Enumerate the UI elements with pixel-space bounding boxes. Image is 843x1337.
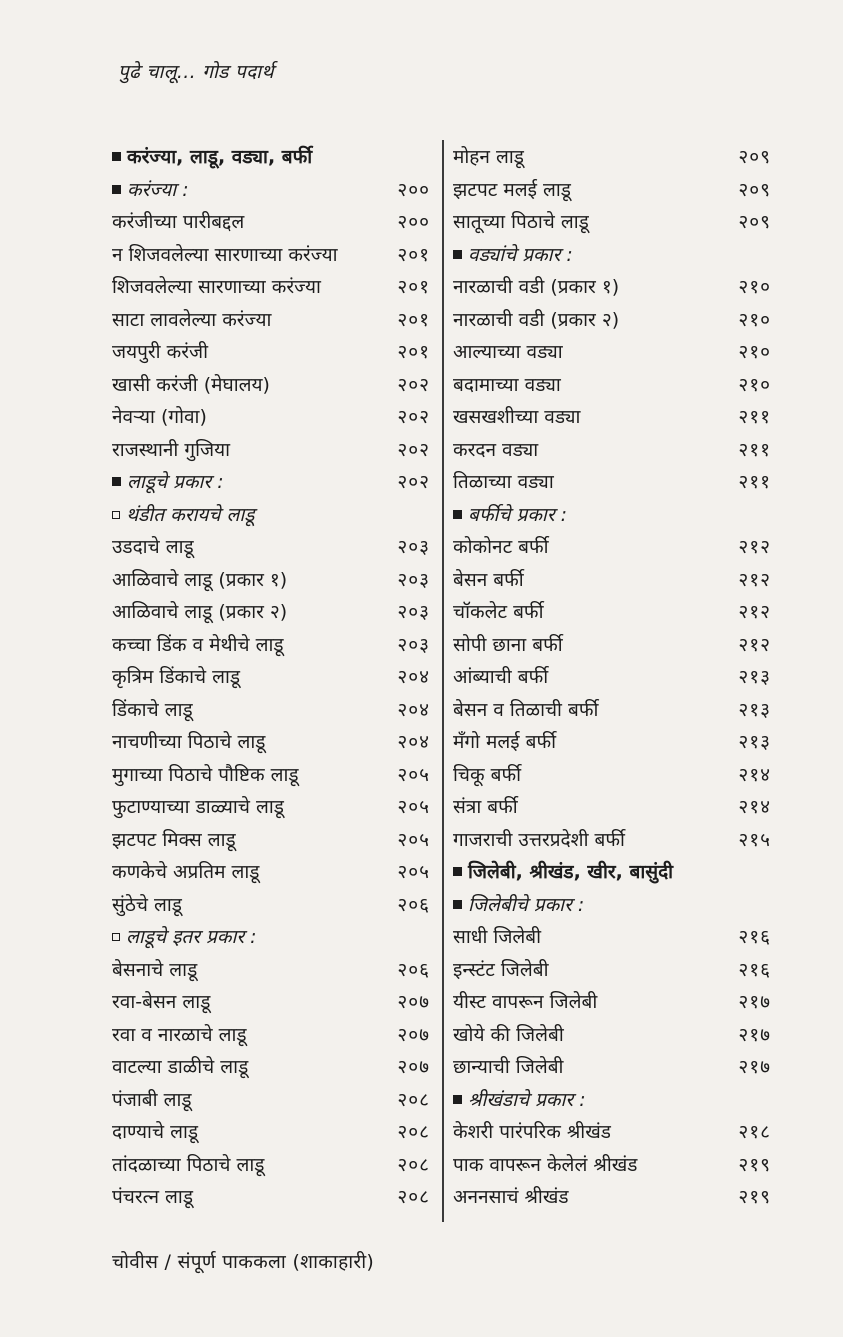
toc-entry-title: [453, 304, 619, 337]
toc-page-number: २०२: [397, 438, 430, 461]
toc-entry: [112, 824, 430, 857]
toc-entry-title: [112, 921, 257, 954]
toc-entry: [453, 304, 771, 337]
toc-page-number: २०२: [397, 373, 430, 396]
toc-entry-text: नेवऱ्या (गोवा): [112, 406, 207, 428]
toc-entry: [112, 206, 430, 239]
toc-entry-text: छान्याची जिलेबी: [453, 1056, 564, 1078]
toc-left-column: [112, 141, 430, 1214]
toc-entry: [112, 369, 430, 402]
toc-entry-text: पंचरत्न लाडू: [112, 1186, 194, 1208]
toc-entry-text: आल्याच्या वड्या: [453, 341, 563, 363]
toc-entry-title: [112, 466, 224, 499]
toc-entry-text: सुंठेचे लाडू: [112, 893, 182, 916]
toc-entry-title: [112, 856, 259, 889]
toc-entry: [453, 726, 771, 759]
filled-square-bullet-icon: [453, 250, 462, 259]
toc-entry: [453, 174, 771, 207]
toc-entry-title: [453, 336, 563, 369]
toc-entry-text: कृत्रिम डिंकाचे लाडू: [112, 666, 241, 688]
toc-entry: [453, 1116, 771, 1149]
toc-entry-text: झटपट मिक्स लाडू: [112, 828, 236, 851]
toc-page-number: २०५: [397, 796, 430, 818]
toc-entry: [112, 661, 430, 694]
toc-page-number: २१९: [738, 1153, 771, 1176]
toc-entry: [112, 336, 430, 369]
toc-page-number: २०१: [397, 243, 430, 266]
toc-entry-title: [112, 401, 207, 434]
toc-entry: [453, 434, 771, 467]
toc-entry-title: [112, 271, 321, 304]
toc-entry-text: मुगाच्या पिठाचे पौष्टिक लाडू: [112, 763, 299, 786]
subsection-heading: [112, 174, 430, 207]
toc-entry-text: बेसनाचे लाडू: [112, 958, 198, 981]
toc-page-number: २०९: [738, 178, 771, 201]
toc-entry: [453, 141, 771, 174]
toc-page-number: २०६: [397, 893, 430, 916]
toc-entry-text: झटपट मलई लाडू: [453, 178, 571, 201]
toc-entry: [453, 954, 771, 987]
filled-square-bullet-icon: [112, 152, 121, 161]
toc-page-number: २०८: [397, 1121, 430, 1143]
toc-entry-title: [453, 1149, 637, 1182]
toc-entry-text: शिजवलेल्या सारणाच्या करंज्या: [112, 276, 321, 298]
toc-entry: [453, 271, 771, 304]
subsection-heading: [453, 1084, 771, 1117]
toc-entry-title: [112, 986, 210, 1019]
toc-page-number: २०५: [397, 763, 430, 786]
toc-entry: [453, 759, 771, 792]
toc-entry-text: लाडूचे प्रकार :: [127, 471, 224, 493]
toc-entry: [453, 791, 771, 824]
toc-page-number: २०३: [397, 633, 430, 656]
toc-entry-title: [112, 174, 189, 207]
toc-entry-text: चॉकलेट बर्फी: [453, 601, 544, 623]
toc-entry-text: थंडीत करायचे लाडू: [126, 503, 255, 526]
toc-entry: [453, 369, 771, 402]
toc-entry: [112, 304, 430, 337]
toc-entry: [112, 759, 430, 792]
toc-entry-title: [112, 726, 265, 759]
toc-entry-text: संत्रा बर्फी: [453, 796, 518, 818]
toc-entry-title: [112, 1181, 193, 1214]
toc-entry-title: [453, 824, 625, 857]
toc-entry-title: [453, 434, 538, 467]
toc-entry: [453, 921, 771, 954]
filled-square-bullet-icon: [453, 510, 462, 519]
toc-entry-text: इन्स्टंट जिलेबी: [453, 958, 549, 981]
toc-entry-text: सातूच्या पिठाचे लाडू: [453, 211, 589, 233]
toc-entry-title: [453, 1181, 569, 1214]
toc-page-number: २०३: [397, 601, 430, 623]
toc-entry: [453, 564, 771, 597]
toc-entry-text: बदामाच्या वड्या: [453, 373, 561, 396]
toc-page-number: २१०: [738, 308, 771, 331]
toc-entry-text: आंब्याची बर्फी: [453, 666, 549, 688]
toc-entry-title: [453, 889, 584, 922]
toc-entry-title: [112, 434, 230, 467]
toc-entry-title: [112, 596, 287, 629]
filled-square-bullet-icon: [453, 867, 462, 876]
toc-page-number: २०३: [397, 536, 430, 558]
toc-entry-text: खासी करंजी (मेघालय): [112, 373, 270, 396]
toc-page-number: २१३: [738, 666, 771, 688]
toc-entry-text: तांदळाच्या पिठाचे लाडू: [112, 1153, 265, 1176]
toc-entry-text: मँगो मलई बर्फी: [453, 731, 557, 753]
toc-entry-text: रवा-बेसन लाडू: [112, 991, 211, 1013]
toc-entry-text: न शिजवलेल्या सारणाच्या करंज्या: [112, 243, 338, 266]
section-heading: [112, 141, 430, 174]
toc-page-number: २०७: [397, 991, 430, 1013]
toc-entry: [112, 401, 430, 434]
toc-page-number: २११: [738, 471, 771, 493]
toc-entry-title: [453, 661, 548, 694]
toc-entry-title: [453, 596, 544, 629]
toc-entry-text: चिकू बर्फी: [453, 763, 522, 786]
toc-entry: [453, 986, 771, 1019]
toc-page-number: २०७: [397, 1023, 430, 1046]
toc-entry-text: जिलेबीचे प्रकार :: [468, 893, 585, 916]
toc-page-number: २०५: [397, 828, 430, 851]
toc-entry-title: [112, 1051, 248, 1084]
toc-page-number: २०२: [397, 471, 430, 493]
toc-entry-text: आळिवाचे लाडू (प्रकार २): [112, 601, 288, 623]
toc-entry-text: नाचणीच्या पिठाचे लाडू: [112, 731, 266, 753]
toc-page-number: २१८: [738, 1121, 771, 1143]
toc-page-number: २०१: [397, 308, 430, 331]
toc-entry-title: [112, 1149, 264, 1182]
toc-entry: [112, 564, 430, 597]
toc-entry-title: [453, 1116, 611, 1149]
toc-entry-text: साधी जिलेबी: [453, 926, 542, 948]
toc-page-number: २१३: [738, 698, 771, 721]
toc-entry-text: अननसाचं श्रीखंड: [453, 1186, 569, 1208]
subsection-heading: [453, 499, 771, 532]
toc-entry: [112, 986, 430, 1019]
toc-page-number: २१६: [738, 926, 771, 948]
toc-page-number: २१२: [738, 568, 771, 591]
toc-entry-title: [112, 304, 271, 337]
running-header: पुढे चालू... गोड पदार्थ: [118, 61, 274, 83]
toc-entry-text: यीस्ट वापरून जिलेबी: [453, 991, 598, 1013]
toc-page-number: २०५: [397, 861, 430, 883]
toc-entry-title: [112, 694, 193, 727]
toc-page-number: २१७: [738, 1056, 771, 1078]
toc-entry: [453, 596, 771, 629]
section-heading: [453, 856, 771, 889]
toc-page-number: २१२: [738, 633, 771, 656]
toc-page-number: २१४: [738, 763, 771, 786]
toc-entry: [112, 629, 430, 662]
toc-page-number: २०१: [397, 341, 430, 363]
toc-page-number: २०८: [397, 1186, 430, 1208]
toc-entry-title: [453, 759, 521, 792]
toc-entry: [453, 629, 771, 662]
toc-entry-text: कोकोनट बर्फी: [453, 536, 549, 558]
toc-entry: [112, 791, 430, 824]
toc-entry-title: [112, 759, 299, 792]
toc-entry-title: [112, 954, 197, 987]
toc-entry-text: बेसन बर्फी: [453, 568, 524, 591]
toc-entry-title: [453, 986, 597, 1019]
toc-entry-text: दाण्याचे लाडू: [112, 1121, 199, 1143]
toc-entry-title: [112, 239, 338, 272]
toc-entry-text: खोये की जिलेबी: [453, 1023, 564, 1046]
toc-entry-title: [453, 694, 598, 727]
toc-entry-title: [112, 1019, 247, 1052]
toc-entry-title: [112, 369, 270, 402]
toc-entry-title: [453, 206, 589, 239]
toc-entry-text: वड्यांचे प्रकार :: [468, 243, 573, 266]
toc-entry-text: बर्फीचे प्रकार :: [468, 503, 568, 526]
toc-entry: [112, 1084, 430, 1117]
toc-entry: [453, 531, 771, 564]
toc-entry-title: [112, 1084, 192, 1117]
filled-square-bullet-icon: [453, 1095, 462, 1104]
toc-page-number: २१९: [738, 1186, 771, 1208]
toc-entry-text: पाक वापरून केलेलं श्रीखंड: [453, 1153, 638, 1176]
toc-entry: [112, 1181, 430, 1214]
toc-entry: [453, 336, 771, 369]
toc-entry: [112, 694, 430, 727]
toc-entry-title: [453, 401, 580, 434]
toc-entry: [112, 239, 430, 272]
toc-page-number: २०९: [738, 146, 771, 168]
toc-entry-title: [453, 499, 567, 532]
toc-entry-text: वाटल्या डाळीचे लाडू: [112, 1056, 249, 1078]
toc-entry-text: कच्चा डिंक व मेथीचे लाडू: [112, 633, 284, 656]
toc-entry: [112, 1019, 430, 1052]
page-footer: चोवीस / संपूर्ण पाककला (शाकाहारी): [112, 1251, 375, 1273]
toc-entry-text: लाडूचे इतर प्रकार :: [126, 926, 257, 948]
toc-entry: [453, 1149, 771, 1182]
toc-entry-title: [112, 824, 236, 857]
toc-entry: [112, 434, 430, 467]
toc-entry-title: [453, 791, 518, 824]
filled-square-bullet-icon: [453, 900, 462, 909]
toc-page-number: २०६: [397, 958, 430, 981]
toc-entry-title: [112, 791, 284, 824]
toc-entry: [453, 1051, 771, 1084]
toc-entry-title: [453, 564, 524, 597]
hollow-square-bullet-icon: [112, 933, 120, 941]
toc-page-number: २००: [397, 178, 430, 201]
toc-entry-title: [453, 531, 549, 564]
toc-entry: [453, 401, 771, 434]
toc-page-number: २१५: [738, 828, 771, 851]
toc-entry-text: केशरी पारंपरिक श्रीखंड: [453, 1121, 611, 1143]
toc-entry-title: [453, 856, 673, 889]
toc-entry-text: कणकेचे अप्रतिम लाडू: [112, 861, 260, 883]
toc-entry-title: [453, 726, 556, 759]
toc-entry-text: आळिवाचे लाडू (प्रकार १): [112, 568, 288, 591]
toc-entry-title: [112, 661, 240, 694]
toc-page-number: २११: [738, 406, 771, 428]
toc-entry: [112, 1149, 430, 1182]
toc-page-number: २०८: [397, 1153, 430, 1176]
toc-entry-title: [112, 629, 284, 662]
subsection-heading: [112, 499, 430, 532]
toc-entry-title: [453, 954, 549, 987]
toc-entry: [112, 1051, 430, 1084]
toc-entry: [453, 661, 771, 694]
toc-entry-title: [453, 239, 573, 272]
toc-page-number: २०४: [397, 666, 430, 688]
toc-page-number: २१०: [738, 276, 771, 298]
toc-page-number: २००: [397, 211, 430, 233]
toc-right-column: [453, 141, 771, 1214]
toc-page-number: २१६: [738, 958, 771, 981]
toc-entry: [112, 531, 430, 564]
toc-entry-text: फुटाण्याच्या डाळ्याचे लाडू: [112, 796, 284, 818]
toc-entry-text: मोहन लाडू: [453, 146, 524, 168]
toc-entry-text: करंज्या, लाडू, वड्या, बर्फी: [127, 146, 313, 168]
subsection-heading: [112, 921, 430, 954]
subsection-heading: [453, 239, 771, 272]
toc-entry-text: जिलेबी, श्रीखंड, खीर, बासुंदी: [468, 861, 674, 883]
toc-entry-text: खसखशीच्या वड्या: [453, 406, 581, 428]
toc-entry-text: साटा लावलेल्या करंज्या: [112, 308, 272, 331]
toc-entry-title: [453, 1084, 586, 1117]
filled-square-bullet-icon: [112, 477, 121, 486]
toc-entry: [453, 1181, 771, 1214]
toc-entry: [453, 1019, 771, 1052]
toc-entry: [112, 954, 430, 987]
toc-entry-title: [112, 1116, 198, 1149]
toc-entry-text: रवा व नारळाचे लाडू: [112, 1023, 247, 1046]
toc-entry: [112, 856, 430, 889]
toc-entry-title: [453, 1051, 563, 1084]
toc-entry: [112, 726, 430, 759]
toc-page-number: २०८: [397, 1088, 430, 1111]
toc-entry-text: करंज्या :: [127, 178, 189, 201]
toc-page-number: २०१: [397, 276, 430, 298]
toc-entry-text: श्रीखंडाचे प्रकार :: [468, 1088, 586, 1111]
toc-entry-title: [112, 564, 287, 597]
toc-page-number: २१३: [738, 731, 771, 753]
toc-entry-text: डिंकाचे लाडू: [112, 698, 193, 721]
toc-entry-text: बेसन व तिळाची बर्फी: [453, 698, 599, 721]
toc-entry-title: [112, 206, 244, 239]
toc-page-number: २१७: [738, 1023, 771, 1046]
toc-entry-title: [112, 336, 208, 369]
toc-entry: [453, 466, 771, 499]
toc-entry: [453, 206, 771, 239]
toc-entry-text: उडदाचे लाडू: [112, 536, 194, 558]
toc-entry-title: [453, 141, 524, 174]
toc-entry-text: राजस्थानी गुजिया: [112, 438, 231, 461]
toc-entry-title: [112, 889, 182, 922]
filled-square-bullet-icon: [112, 185, 121, 194]
toc-entry-title: [112, 531, 194, 564]
toc-page-number: २०९: [738, 211, 771, 233]
toc-entry-title: [453, 271, 619, 304]
toc-entry: [112, 889, 430, 922]
toc-entry-title: [453, 466, 554, 499]
toc-page-number: २०७: [397, 1056, 430, 1078]
toc-entry-title: [453, 921, 541, 954]
subsection-heading: [453, 889, 771, 922]
toc-entry-title: [453, 1019, 564, 1052]
toc-page-number: २११: [738, 438, 771, 461]
toc-entry-text: करदन वड्या: [453, 438, 539, 461]
toc-page-number: २०३: [397, 568, 430, 591]
column-divider: [442, 140, 444, 1222]
toc-page-number: २०४: [397, 731, 430, 753]
toc-entry-title: [112, 141, 312, 174]
toc-entry: [112, 596, 430, 629]
toc-entry-text: नारळाची वडी (प्रकार १): [453, 276, 620, 298]
toc-entry-title: [453, 629, 563, 662]
toc-entry-title: [453, 174, 571, 207]
toc-page-number: २१२: [738, 536, 771, 558]
toc-page-number: २१०: [738, 373, 771, 396]
toc-entry-text: तिळाच्या वड्या: [453, 471, 554, 493]
toc-page-number: २१०: [738, 341, 771, 363]
toc-page-number: २०४: [397, 698, 430, 721]
toc-entry-text: सोपी छाना बर्फी: [453, 633, 563, 656]
toc-entry-text: नारळाची वडी (प्रकार २): [453, 308, 620, 331]
toc-entry: [453, 694, 771, 727]
toc-entry-text: जयपुरी करंजी: [112, 341, 209, 363]
toc-page-number: २१२: [738, 601, 771, 623]
hollow-square-bullet-icon: [112, 511, 120, 519]
toc-entry-title: [112, 499, 254, 532]
toc-entry-title: [453, 369, 561, 402]
toc-entry: [112, 271, 430, 304]
toc-entry-text: करंजीच्या पारीबद्दल: [112, 211, 245, 233]
toc-entry: [453, 824, 771, 857]
subsection-heading: [112, 466, 430, 499]
toc-page-number: २१४: [738, 796, 771, 818]
toc-entry-text: पंजाबी लाडू: [112, 1088, 192, 1111]
toc-page-number: २०२: [397, 406, 430, 428]
toc-entry-text: गाजराची उत्तरप्रदेशी बर्फी: [453, 828, 625, 851]
toc-page-number: २१७: [738, 991, 771, 1013]
toc-entry: [112, 1116, 430, 1149]
